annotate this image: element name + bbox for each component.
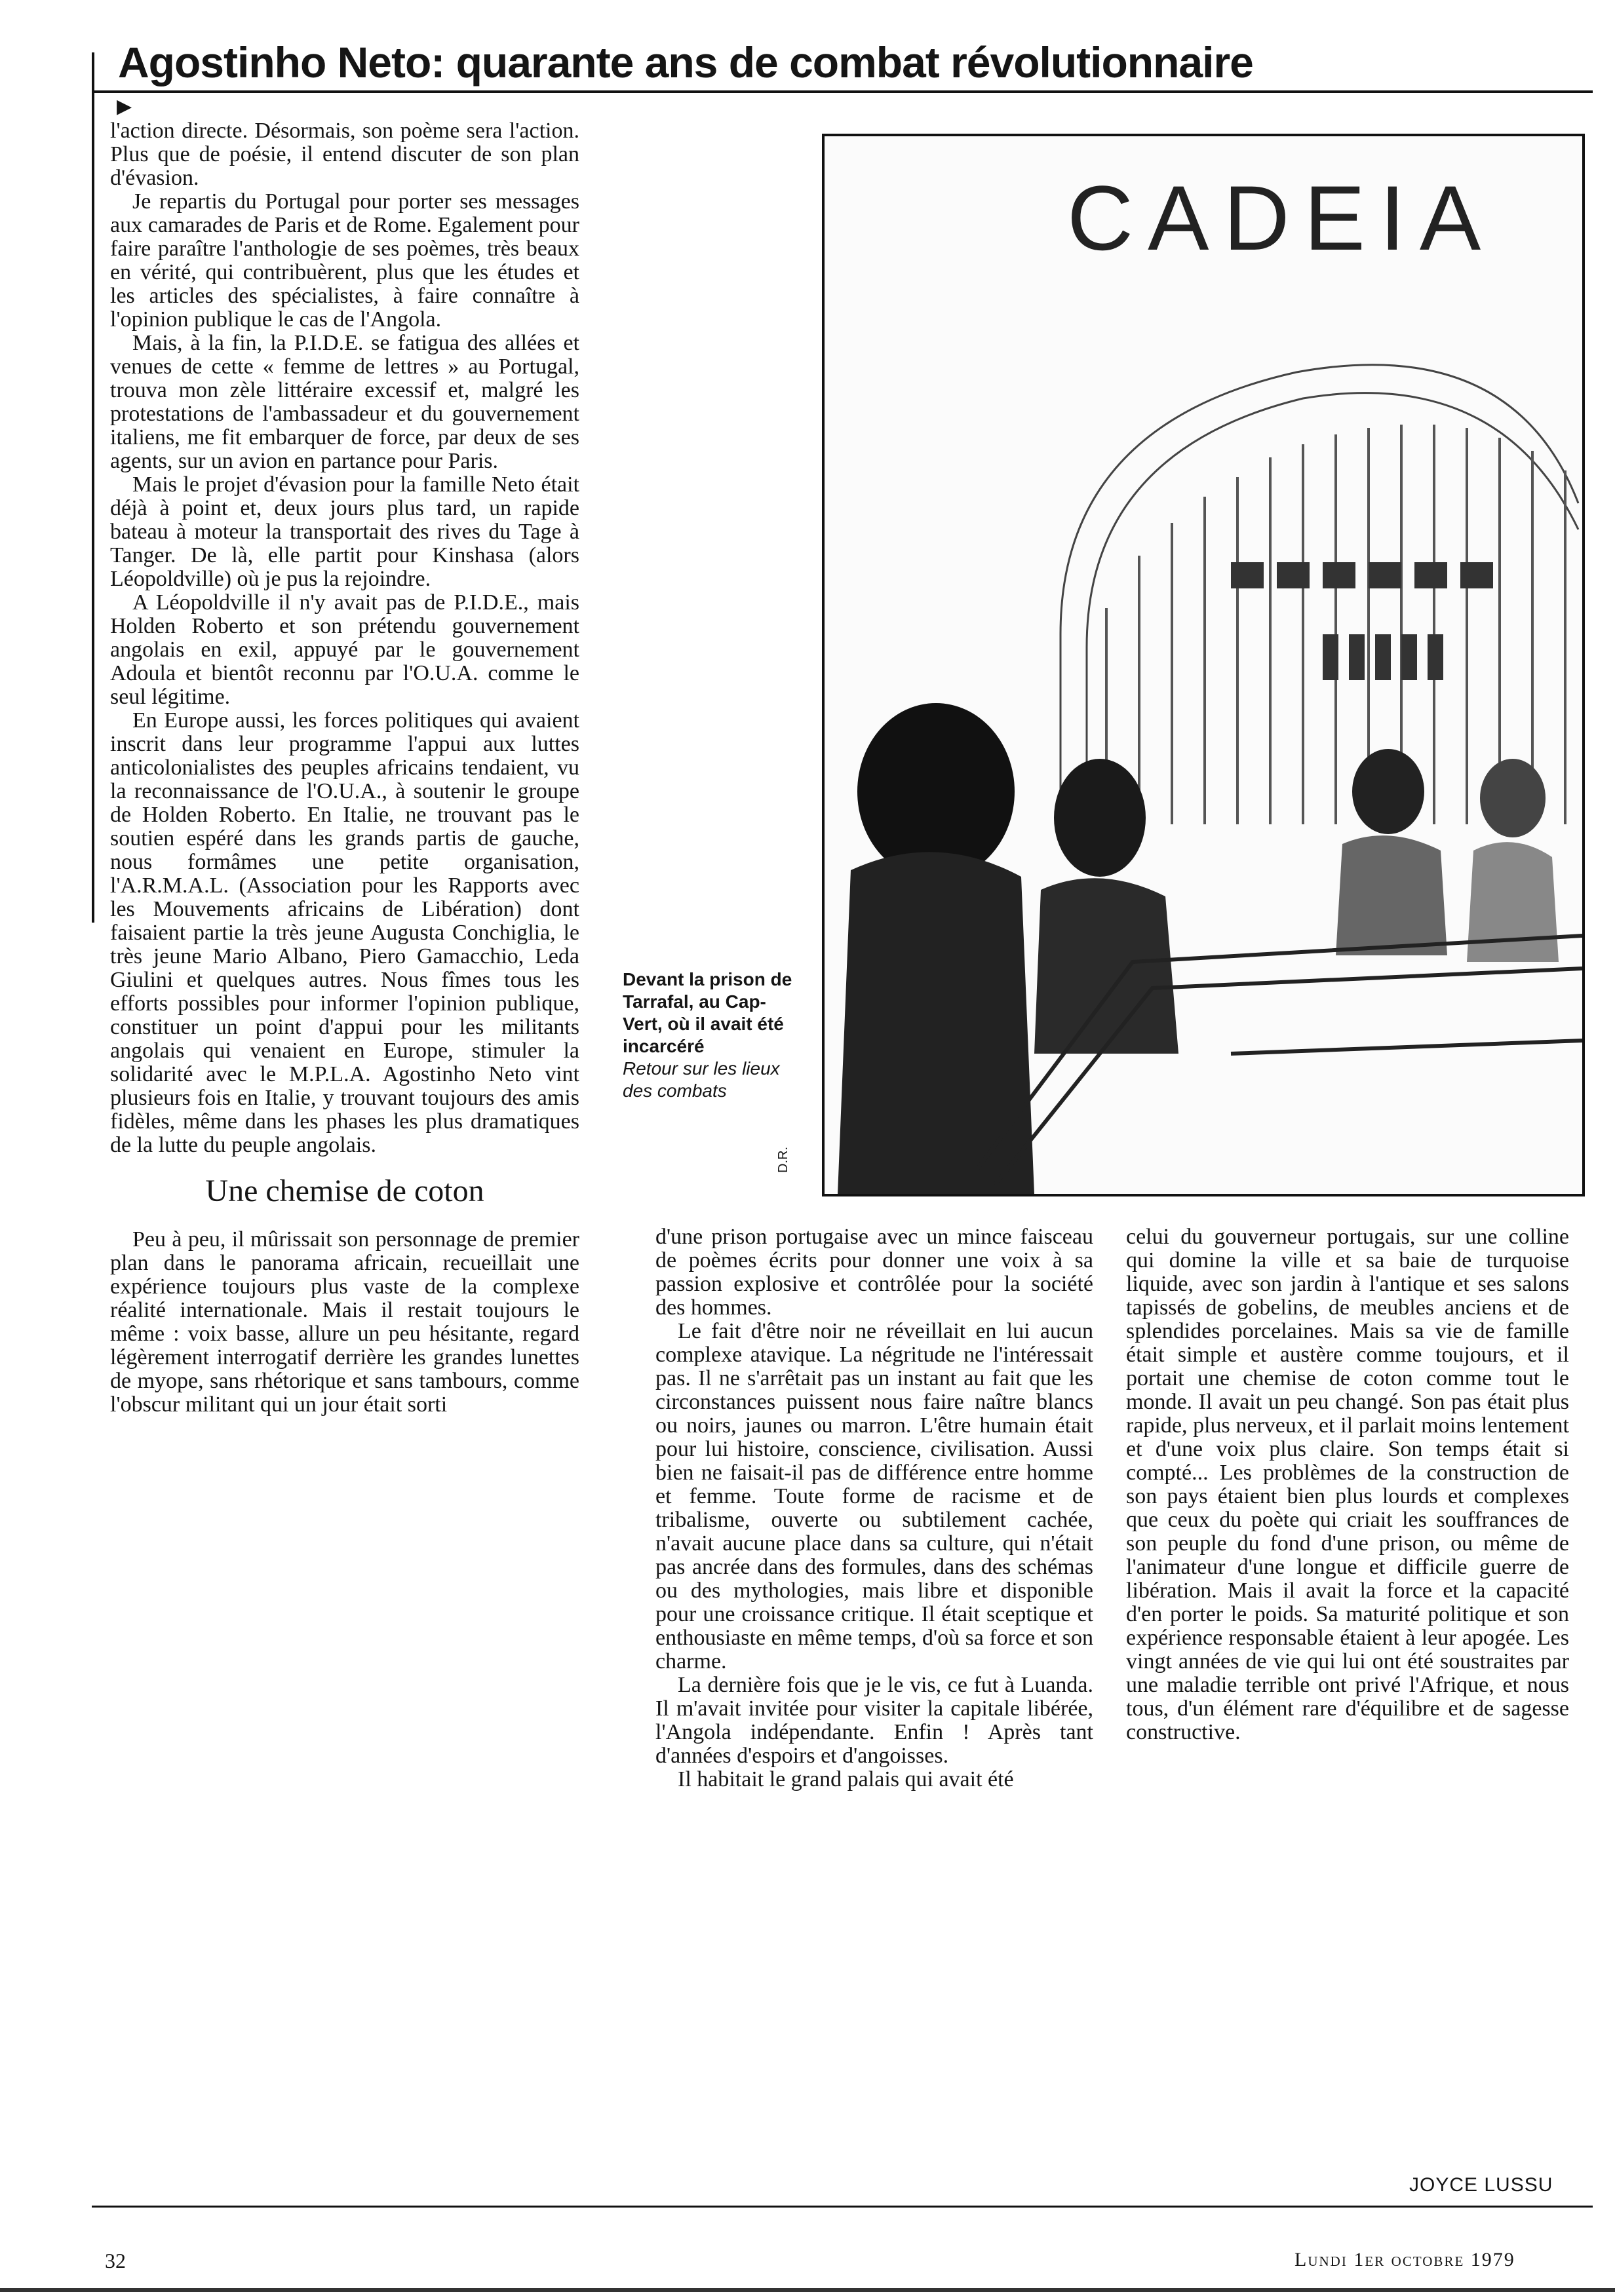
paragraph: En Europe aussi, les forces politiques qui avaient inscrit dans leur programme l'appui aux luttes anticolonialistes des peuples africains tendaient, vu la reconnaissance de l'O.U.A., à soutenir le groupe de Holden Roberto. En Italie, ne trouvant pas le soutien espéré dans les grands partis de gauche, nous formâmes une petite organisation, l'A.R.M.A.L. (Association pour les Rapports avec les Mouvements africains de Libération) dont faisaient partie la très jeune Augusta Conchiglia, le très jeune Mario Albano, Piero Gamacchio, Leda Giulini et quelques autres. Nous fîmes tous les efforts possibles pour informer l'opinion publique, constituer un point d'appui pour les militants angolais qui venaient en Europe, stimuler la solidarité avec le M.P.L.A. Agostinho Neto vint plusieurs fois en Italie, y trouvant toujours des amis fidèles, même dans les phases les plus dramatiques de la lutte du peuple angolais.: [110, 708, 579, 1157]
continuation-arrow-icon: ▶: [117, 96, 132, 117]
left-rule: [92, 52, 94, 923]
article-headline: Agostinho Neto: quarante ans de combat révolutionnaire: [118, 38, 1253, 86]
paragraph: La dernière fois que je le vis, ce fut à Luanda. Il m'avait invitée pour visiter la capitale libérée, l'Angola indépendante. Enfin ! Après tant d'années d'espoirs et d'angoisses.: [655, 1673, 1093, 1768]
prison-sign-text: CADEIA: [1067, 166, 1496, 269]
scan-edge: [0, 2288, 1615, 2292]
paragraph: Je repartis du Portugal pour porter ses messages aux camarades de Paris et de Rome. Egalement pour faire paraître l'anthologie de ses poèmes, très beaux en vérité, qui contribuèrent, plus que les études et les articles des spécialistes, à faire connaître à l'opinion publique le cas de l'Angola.: [110, 189, 579, 332]
paragraph: celui du gouverneur portugais, sur une colline qui domine la ville et sa baie de turquoise liquide, avec son jardin à l'antique et ses salons tapissés de gobelins, de meubles anciens et de splendides porcelaines. Mais sa vie de famille était simple et austère comme toujours, et il portait une chemise de coton comme tout le monde. Il avait un peu changé. Son pas était plus rapide, plus nerveux, et il parlait moins lentement et d'une voix plus claire. Son temps était si compté... Les problèmes de la construction de son pays étaient bien plus lourds et complexes que ceux du poète qui criait les souffrances de son peuple du fond d'une prison, ou même de l'animateur d'une longue et difficile guerre de libération. Mais il avait la force et la capacité d'en porter le poids. Sa maturité politique et son expérience responsable étaient à leur apogée. Les vingt années de vie qui lui ont été soustraites par une maladie terrible ont privé l'Afrique, et nous tous, d'un élément rare d'équilibre et de sagesse constructive.: [1126, 1225, 1569, 1744]
photo-caption: [623, 968, 800, 1102]
paragraph: Il habitait le grand palais qui avait été: [678, 1767, 1014, 1791]
paragraph: Mais, à la fin, la P.I.D.E. se fatigua des allées et venues de cette « femme de lettres » au Portugal, trouva mon zèle littéraire excessif et, malgré les protestations de l'ambassadeur et du gouvernement italiens, me fit embarquer de force, par deux de ses agents, sur un avion en partance pour Paris.: [110, 331, 579, 473]
prison-gate-illustration: [825, 136, 1582, 1194]
paragraph: A Léopoldville il n'y avait pas de P.I.D.E., mais Holden Roberto et son prétendu gouvernement angolais en exil, appuyé par le gouvernement Adoula et bientôt reconnu par l'O.U.A. comme le seul légitime.: [110, 590, 579, 709]
paragraph: Mais le projet d'évasion pour la famille Neto était déjà à point et, deux jours plus tard, un rapide bateau à moteur la transportait des rives du Tage à Tanger. De là, elle partit pour Kinshasa (alors Léopoldville) où je pus la rejoindre.: [110, 472, 579, 591]
section-subheading: Une chemise de coton: [205, 1174, 484, 1208]
top-rule: [92, 90, 1593, 93]
bottom-rule: [92, 2206, 1593, 2208]
column-3: [1126, 1225, 1569, 1744]
author-signature: JOYCE LUSSU: [1409, 2174, 1553, 2196]
caption-bold: Devant la prison de Tarrafal, au Cap-Vert, où il avait été incarcéré: [623, 969, 792, 1056]
column-1-paragraphs: [110, 119, 579, 1157]
paragraph: Peu à peu, il mûrissait son personnage de premier plan dans le panorama africain, recueillait une expérience toujours plus vaste de la complexe réalité internationale. Mais il restait toujours le même : voix basse, allure un peu hésitante, regard légèrement interrogatif derrière les grandes lunettes de myope, sans rhétorique et sans tambours, comme l'obscur militant qui un jour était sorti: [110, 1227, 579, 1417]
photo-credit: D.R.: [776, 1147, 790, 1173]
prison-photo: [822, 134, 1585, 1196]
paragraph: l'action directe. Désormais, son poème sera l'action. Plus que de poésie, il entend discuter de son plan d'évasion.: [110, 119, 579, 190]
column-1: [110, 119, 579, 1417]
caption-italic: Retour sur les lieux des combats: [623, 1058, 780, 1101]
column-2: [655, 1225, 1093, 1791]
paragraph: Le fait d'être noir ne réveillait en lui aucun complexe atavique. La négritude ne l'intéressait pas. Il ne s'arrêtait pas un instant au fait que les circonstances puissent nous faire naître blancs ou noirs, jaunes ou marron. L'être humain était pour lui histoire, conscience, civilisation. Aussi bien ne faisait-il pas de différence entre homme et femme. Toute forme de racisme et de tribalisme, ouverte ou subtilement cachée, n'avait aucune place dans sa culture, qui n'était pas ancrée dans des formules, dans des schémas ou des mythologies, mais libre et disponible pour une croissance critique. Il était sceptique et enthousiaste en même temps, d'où sa force et son charme.: [655, 1319, 1093, 1674]
paragraph: d'une prison portugaise avec un mince faisceau de poèmes écrits pour donner une voix à sa passion explosive et contrôlée pour la société des hommes.: [655, 1225, 1093, 1320]
issue-date: Lundi 1er octobre 1979: [1294, 2249, 1515, 2270]
page-number: 32: [105, 2249, 126, 2272]
